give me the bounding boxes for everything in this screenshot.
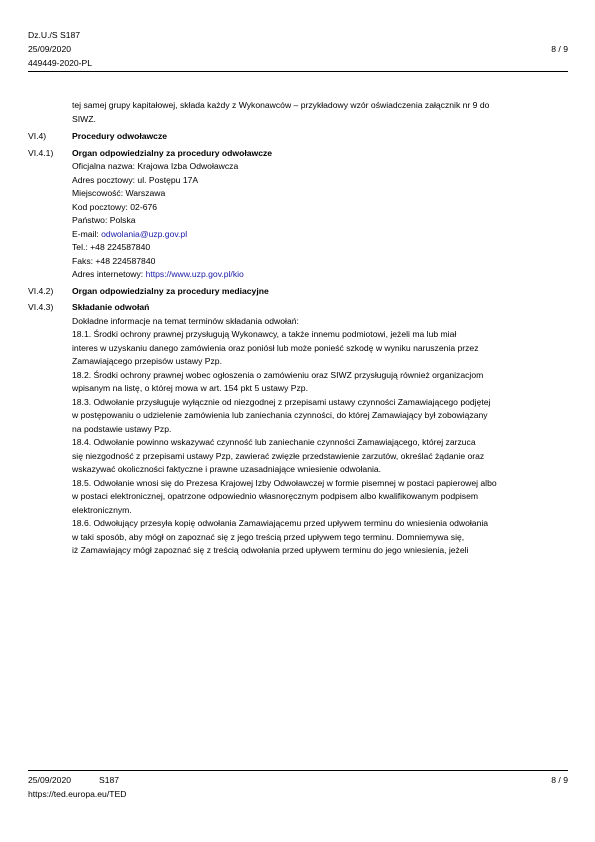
page-header bbox=[28, 28, 568, 70]
footer-url[interactable]: https://ted.europa.eu/TED bbox=[28, 789, 127, 799]
text-line: wpisanym na listę, o której mowa w art. 154 pkt 5 ustawy Pzp. bbox=[72, 383, 308, 393]
section-number: VI.4.3) bbox=[28, 302, 54, 312]
text-line: 18.1. Środki ochrony prawnej przysługują Wykonawcy, a także innemu podmiotowi, jeżeli ma lub miał bbox=[72, 329, 457, 339]
section-number: VI.4) bbox=[28, 131, 47, 141]
text-line: się niezgodność z przepisami ustawy Pzp, zawierać zwięzłe przedstawienie zarzutów, określać żądanie oraz bbox=[72, 450, 485, 461]
text-line: iż Zamawiający mógł zapoznać się z treścią odwołania przed upływem terminu do jego wniesienia, jeżeli bbox=[72, 545, 469, 555]
footer-date: 25/09/2020 bbox=[28, 775, 72, 785]
section-title: Składanie odwołań bbox=[72, 302, 150, 312]
text-line: w postępowaniu o udzielenie zamówienia lub zaniechania czynności, do której Zamawiający był zobowiązany bbox=[72, 410, 488, 420]
email-row bbox=[72, 228, 568, 242]
email-label: E-mail: bbox=[72, 228, 102, 239]
text-line: 18.4. Odwołanie powinno wskazywać czynność lub zaniechanie czynności Zamawiającego, której zarzuca bbox=[72, 437, 476, 447]
city: Miejscowość: Warszawa bbox=[72, 188, 166, 198]
text-line: wskazywać okoliczności faktyczne i prawne uzasadniające wniesienie odwołania. bbox=[72, 464, 382, 474]
text-line: w taki sposób, aby mógł on zapoznać się z jego treścią przed upływem tego terminu. Domniemywa się, bbox=[72, 531, 465, 542]
web-label: Adres internetowy: bbox=[72, 269, 146, 279]
header-page-number: 8 / 9 bbox=[551, 44, 568, 54]
page-footer bbox=[28, 773, 568, 801]
phone: Tel.: +48 224587840 bbox=[72, 242, 151, 252]
text-line: Dokładne informacje na temat terminów składania odwołań: bbox=[72, 315, 299, 326]
section-number: VI.4.2) bbox=[28, 285, 54, 296]
section-title: Organ odpowiedzialny za procedury odwoławcze bbox=[72, 147, 273, 158]
journal-ref: Dz.U./S S187 bbox=[28, 30, 81, 40]
notice-id: 449449-2020-PL bbox=[28, 58, 93, 68]
web-link[interactable]: https://www.uzp.gov.pl/kio bbox=[145, 269, 244, 279]
text-line: Zamawiającego przepisów ustawy Pzp. bbox=[72, 356, 222, 366]
section-title: Procedury odwoławcze bbox=[72, 131, 168, 141]
postal-code: Kod pocztowy: 02-676 bbox=[72, 201, 158, 212]
text-line: 18.3. Odwołanie przysługuje wyłącznie od niezgodnej z przepisami ustawy czynności Zamawiającego podjętej bbox=[72, 396, 491, 407]
footer-rule bbox=[28, 770, 568, 771]
footer-row bbox=[28, 773, 568, 787]
section-vi4 bbox=[28, 130, 568, 144]
text-line: 18.5. Odwołanie wnosi się do Prezesa Krajowej Izby Odwoławczej w formie pisemnej w postaci papierowej albo bbox=[72, 477, 497, 488]
text-line: 18.6. Odwołujący przesyła kopię odwołania Zamawiającemu przed upływem terminu do wniesienia odwołania bbox=[72, 518, 489, 528]
email-link[interactable]: odwolania@uzp.gov.pl bbox=[101, 228, 188, 239]
text-line: na podstawie ustawy Pzp. bbox=[72, 423, 172, 434]
postal-address: Adres pocztowy: ul. Postępu 17A bbox=[72, 174, 199, 185]
web-row bbox=[72, 268, 568, 282]
section-number: VI.4.1) bbox=[28, 147, 54, 158]
footer-page-number: 8 / 9 bbox=[551, 775, 568, 785]
text-line: elektronicznym. bbox=[72, 504, 132, 515]
appeals-text bbox=[72, 315, 568, 558]
intro-paragraph bbox=[72, 99, 568, 126]
header-date: 25/09/2020 bbox=[28, 44, 72, 54]
country: Państwo: Polska bbox=[72, 215, 136, 225]
text-line: w postaci elektronicznej, opatrzone odpowiednio własnoręcznym podpisem albo kwalifikowanym podpisem bbox=[72, 491, 479, 501]
official-name: Oficjalna nazwa: Krajowa Izba Odwoławcza bbox=[72, 161, 239, 171]
section-vi41 bbox=[28, 147, 568, 282]
fax: Faks: +48 224587840 bbox=[72, 255, 156, 266]
text-line: 18.2. Środki ochrony prawnej wobec ogłoszenia o zamówieniu oraz SIWZ przysługują również organizacjom bbox=[72, 369, 484, 380]
document-body bbox=[28, 99, 568, 558]
section-title: Organ odpowiedzialny za procedury mediacyjne bbox=[72, 285, 269, 296]
footer-code: S187 bbox=[99, 775, 120, 785]
section-vi43 bbox=[28, 301, 568, 558]
intro-line: tej samej grupy kapitałowej, składa każdy z Wykonawców – przykładowy wzór oświadczenia załącznik nr 9 do bbox=[72, 100, 490, 110]
text-line: interes w uzyskaniu danego zamówienia oraz poniósł lub może ponieść szkodę w wyniku naruszenia przez bbox=[72, 342, 479, 353]
intro-line: SIWZ. bbox=[72, 113, 96, 124]
header-rule bbox=[28, 71, 568, 72]
section-vi42 bbox=[28, 285, 568, 299]
